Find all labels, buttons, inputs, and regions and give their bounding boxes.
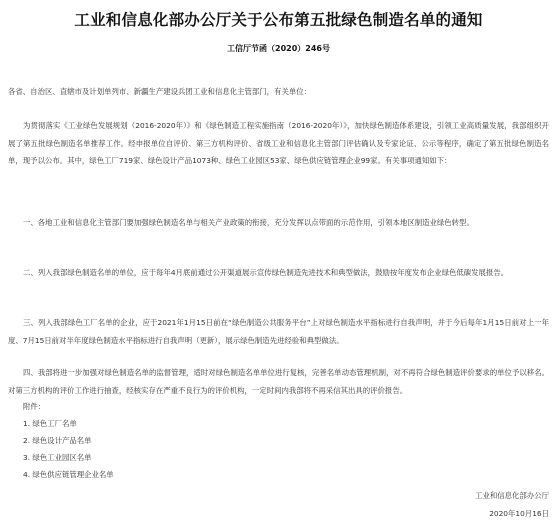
attachment-item: 2. 绿色设计产品名单 <box>23 436 92 445</box>
attachments-heading: 附件： <box>23 402 46 411</box>
intro-paragraph: 为贯彻落实《工业绿色发展规划（2016-2020年）》和《绿色制造工程实施指南（2016-2020年）》，加快绿色制造体系建设，引领工业高质量发展，我部组织开展了第五批绿色制造名单推荐工作。经申报单位自评价、第三方机构评价、省级工业和信息化主管部门评估确认及专家论证、公示等程序，确定了第五批绿色制造名单，现予以公布。其中，绿色工厂719家、绿色设计产品1073种、绿色工业园区53家、绿色供应链管理企业99家。有关事项通知如下： <box>8 121 549 165</box>
item-paragraph-1: 一、各地工业和信息化主管部门要加强绿色制造名单与相关产业政策的衔接，充分发挥以点带面的示范作用，引领本地区制造业绿色转型。 <box>23 218 474 227</box>
attachment-item: 4. 绿色供应链管理企业名单 <box>23 470 114 479</box>
document-title: 工业和信息化部办公厅关于公布第五批绿色制造名单的通知 <box>74 11 483 29</box>
issuer-signature: 工业和信息化部办公厅 <box>475 491 549 500</box>
item-paragraph-3: 三、列入我部绿色工厂名单的企业，应于2021年1月15日前在“绿色制造公共服务平台”上对绿色制造水平指标进行自我声明，并于今后每年1月15日前对上一年度、7月15日前对半年度绿色制造水平指标进行自我声明（更新），展示绿色制造先进经验和典型做法。 <box>8 318 549 345</box>
item-paragraph-2: 二、列入我部绿色制造名单的单位，应于每年4月底前通过公开渠道展示宣传绿色制造先进技术和典型做法，鼓励按年度发布企业绿色低碳发展报告。 <box>23 268 509 277</box>
document-number: 工信厅节函（2020）246号 <box>227 44 330 53</box>
attachment-item: 3. 绿色工业园区名单 <box>23 453 92 462</box>
item-paragraph-4: 四、我部将进一步加强对绿色制造名单的监督管理，适时对绿色制造名单单位进行复核，完善名单动态管理机制，对不再符合绿色制造评价要求的单位予以移名。对第三方机构的评价工作进行抽查，经核实存在严重不良行为的评价机构，一定时间内我部将不再采信其出具的评价报告。 <box>8 368 549 395</box>
salutation: 各省、自治区、直辖市及计划单列市、新疆生产建设兵团工业和信息化主管部门，有关单位： <box>8 87 312 96</box>
attachment-item: 1. 绿色工厂名单 <box>23 419 77 428</box>
issue-date: 2020年10月16日 <box>489 509 549 518</box>
